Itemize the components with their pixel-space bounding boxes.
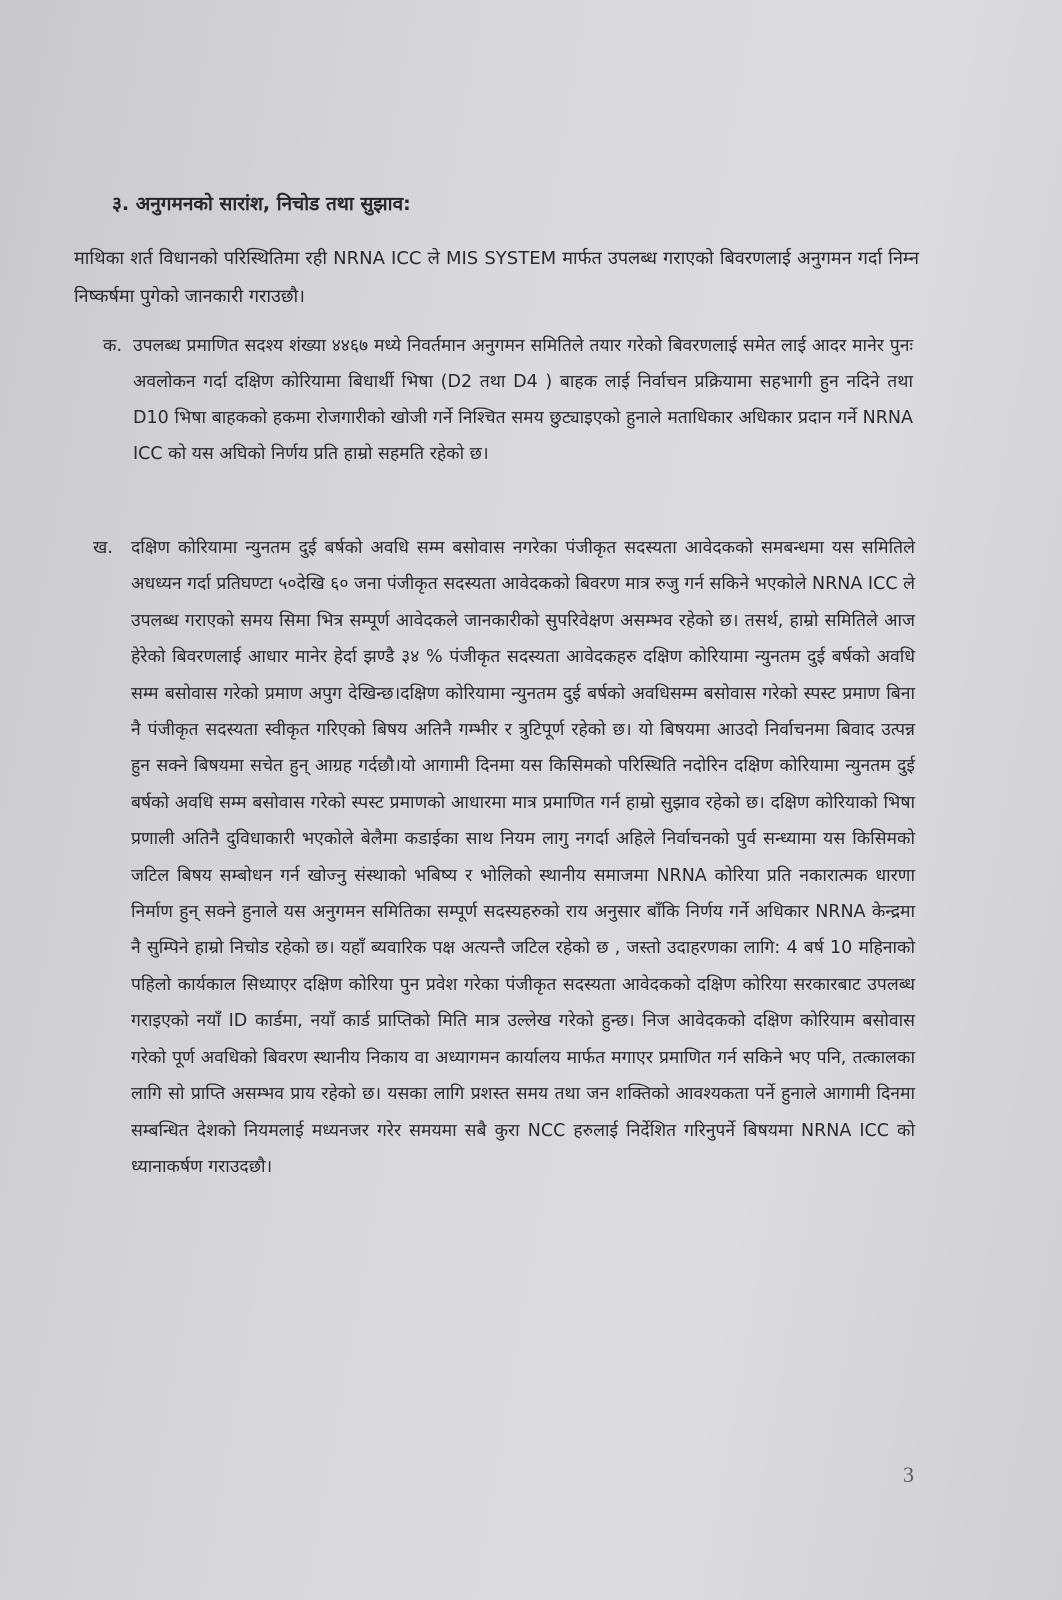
list-item-ka	[103, 328, 913, 472]
list-marker: क.	[103, 336, 123, 356]
list-item-text: दक्षिण कोरियामा न्युनतम दुई बर्षको अवधि सम्म बसोवास नगरेका पंजीकृत सदस्यता आवेदकको समबन्धमा यस समितिले अधध्यन गर्दा प्रतिघण्टा ५०देखि ६० जना पंजीकृत सदस्यता आवेदकको बिवरण मात्र रुजु गर्न सकिने भएकोले NRNA ICC ले उपलब्ध गराएको समय सिमा भित्र सम्पूर्ण आवेदकले जानकारीको सुपरिवेक्षण असम्भव रहेको छ। तसर्थ, हाम्रो समितिले आज हेरेको बिवरणलाई आधार मानेर हेर्दा झण्डै ३४ % पंजीकृत सदस्यता आवेदकहरु दक्षिण कोरियामा न्युनतम दुई बर्षको अवधि सम्म बसोवास गरेको प्रमाण अपुग देखिन्छ।दक्षिण कोरियामा न्युनतम दुई बर्षको अवधिसम्म बसोवास गरेको स्पस्ट प्रमाण बिना नै पंजीकृत सदस्यता स्वीकृत गरिएको बिषय अतिनै गम्भीर र त्रुटिपूर्ण रहेको छ। यो बिषयमा आउदो निर्वाचनमा बिवाद उत्पन्न हुन सक्ने बिषयमा सचेत हुन् आग्रह गर्दछौ।यो आगामी दिनमा यस किसिमको परिस्थिति नदोरिन दक्षिण कोरियामा न्युनतम दुई बर्षको अवधि सम्म बसोवास गरेको स्पस्ट प्रमाणको आधारमा मात्र प्रमाणित गर्न हाम्रो सुझाव रहेको छ। दक्षिण कोरियाको भिषा प्रणाली अतिनै दुविधाकारी भएकोले बेलैमा कडाईका साथ नियम लागु नगर्दा अहिले निर्वाचनको पुर्व सन्ध्यामा यस किसिमको जटिल बिषय सम्बोधन गर्न खोज्नु संस्थाको भबिष्य र भोलिको स्थानीय समाजमा NRNA कोरिया प्रति नकारात्मक धारणा निर्माण हुन् सक्ने हुनाले यस अनुगमन समितिका सम्पूर्ण सदस्यहरुको राय अनुसार बाँकि निर्णय गर्ने अधिकार NRNA केन्द्रमा नै सुम्पिने हाम्रो निचोड रहेको छ। यहाँ ब्यवारिक पक्ष अत्यन्तै जटिल रहेको छ , जस्तो उदाहरणका लागि: 4 बर्ष 10 महिनाको पहिलो कार्यकाल सिध्याएर दक्षिण कोरिया पुन प्रवेश गरेका पंजीकृत सदस्यता आवेदकको दक्षिण कोरिया सरकारबाट उपलब्ध गराइएको नयाँ ID कार्डमा, नयाँ कार्ड प्राप्तिको मिति मात्र उल्लेख गरेको हुन्छ। निज आवेदकको दक्षिण कोरियाम बसोवास गरेको पूर्ण अवधिको बिवरण स्थानीय निकाय वा अध्यागमन कार्यालय मार्फत मगाएर प्रमाणित गर्न सकिने भए पनि, तत्कालका लागि सो प्राप्ति असम्भव प्राय रहेको छ। यसका लागि प्रशस्त समय तथा जन शक्तिको आवश्यकता पर्ने हुनाले आगामी दिनमा सम्बन्धित देशको नियमलाई मध्यनजर गरेर समयमा सबै कुरा NCC हरुलाई निर्देशित गरिनुपर्ने बिषयमा NRNA ICC को ध्यानाकर्षण गराउदछौ।	[131, 538, 915, 1177]
section-heading: ३. अनुगमनको सारांश, निचोड तथा सुझाव:	[112, 193, 411, 215]
intro-paragraph: माथिका शर्त विधानको परिस्थितिमा रही NRNA ICC ले MIS SYSTEM मार्फत उपलब्ध गराएको बिवरणलाई अनुगमन गर्दा निम्न निष्कर्षमा पुगेको जानकारी गराउछौ।	[74, 248, 919, 307]
list-item-text: उपलब्ध प्रमाणित सदश्य शंख्या ४४६७ मध्ये निवर्तमान अनुगमन समितिले तयार गरेको बिवरणलाई समेत लाई आदर मानेर पुनः अवलोकन गर्दा दक्षिण कोरियामा बिधार्थी भिषा (D2 तथा D4 ) बाहक लाई निर्वाचन प्रक्रियामा सहभागी हुन नदिने तथा D10 भिषा बाहकको हकमा रोजगारीको खोजी गर्ने निश्चित समय छुट्याइएको हुनाले मताधिकार अधिकार प्रदान गर्ने NRNA ICC को यस अघिको निर्णय प्रति हाम्रो सहमति रहेको छ।	[133, 336, 913, 464]
page-number: 3	[903, 1462, 914, 1487]
list-item-kha	[93, 530, 915, 1185]
list-marker: ख.	[93, 538, 113, 558]
